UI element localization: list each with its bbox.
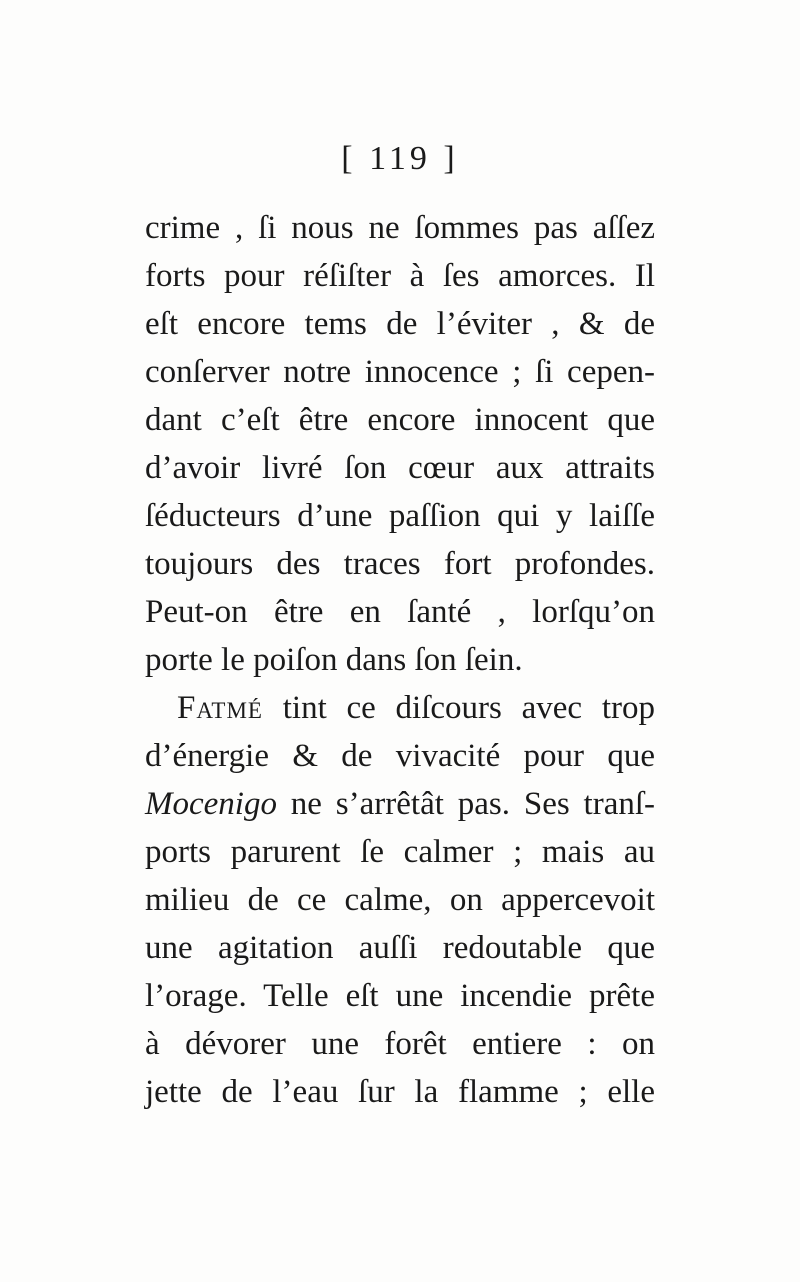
text-line: ſéducteurs d’une paſſion qui y laiſſe: [145, 498, 655, 534]
text-line: d’énergie & de vivacité pour que: [145, 738, 655, 774]
text-line: milieu de ce calme, on appercevoit: [145, 882, 655, 918]
text-line: l’orage. Telle eſt une incendie prête: [145, 978, 655, 1014]
text-line: forts pour réſiſter à ſes amorces. Il: [145, 258, 655, 294]
text-line: Peut-on être en ſanté , lorſqu’on: [145, 594, 655, 630]
text-line: une agitation auſſi redoutable que: [145, 930, 655, 966]
text-line: jette de l’eau ſur la flamme ; elle: [145, 1074, 655, 1110]
text-line: crime , ſi nous ne ſommes pas aſſez: [145, 210, 655, 246]
text-line: ports parurent ſe calmer ; mais au: [145, 834, 655, 870]
text-line: eſt encore tems de l’éviter , & de: [145, 306, 655, 342]
text-line: toujours des traces fort profondes.: [145, 546, 655, 582]
text-line: à dévorer une forêt entiere : on: [145, 1026, 655, 1062]
character-name-italic: Mocenigo: [145, 786, 277, 822]
body-text: [145, 204, 655, 1116]
text-line: [145, 780, 655, 828]
text-fragment: ne s’arrêtât pas. Ses tranſ-: [276, 786, 655, 822]
text-line: d’avoir livré ſon cœur aux attraits: [145, 450, 655, 486]
page-number: [ 119 ]: [341, 140, 459, 177]
character-name: Fatmé: [177, 690, 263, 726]
text-fragment: tint ce diſcours avec trop: [262, 690, 655, 726]
text-line: dant c’eſt être encore innocent que: [145, 402, 655, 438]
text-line: porte le poiſon dans ſon ſein.: [145, 642, 523, 678]
paragraph-start-line: [145, 684, 655, 732]
text-line: conſerver notre innocence ; ſi cepen-: [145, 354, 655, 390]
